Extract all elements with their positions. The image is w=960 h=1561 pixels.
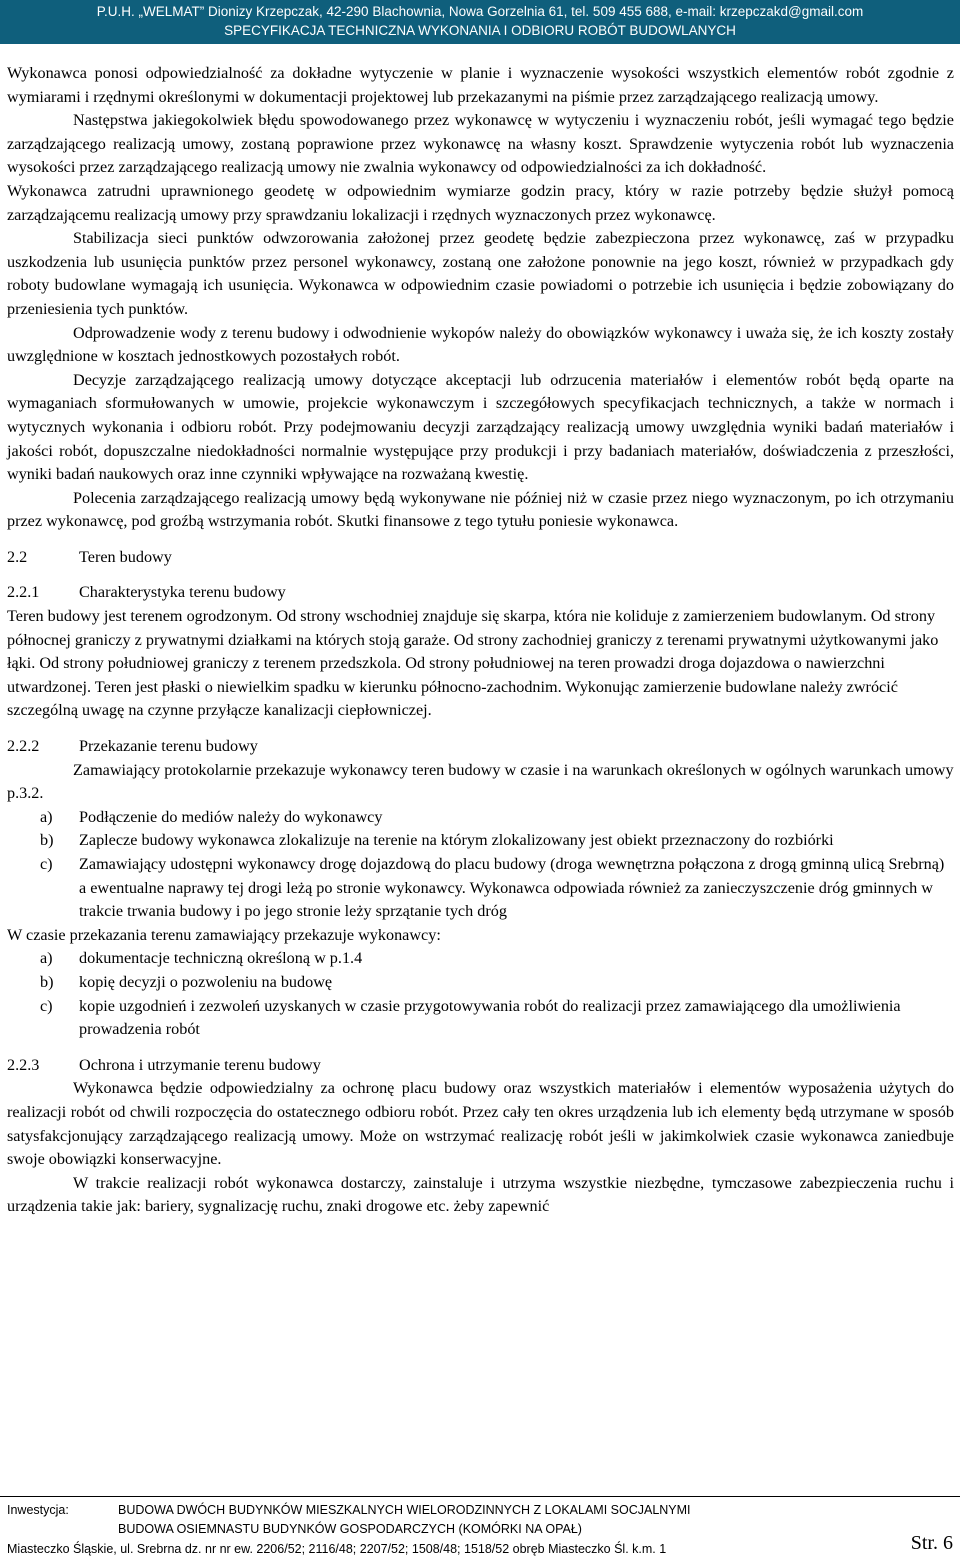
footer-label: Inwestycja: xyxy=(7,1503,69,1517)
paragraph-handover: Zamawiający protokolarnie przekazuje wykonawcy teren budowy w czasie i na warunkach określonych w ogólnych warunkach umowy p.3.2. xyxy=(7,760,954,803)
section-title: Ochrona i utrzymanie terenu budowy xyxy=(79,1055,321,1074)
list-item: c) Zamawiający udostępni wykonawcy drogę dojazdową do placu budowy (droga wewnętrzna połączona z drogą gminną ulicą Srebrną) a ewentualne naprawy tej drogi leżą po stronie wykonawcy. Wykonawca odpowiada również za zanieczyszczenie dróg gminnych w trakcie trwania budowy i po jego stronie leży sprzątanie tych dróg xyxy=(40,855,945,921)
list-item: c) kopie uzgodnień i zezwoleń uzyskanych w czasie przygotowywania robót do realizacji przez zamawiającego dla umożliwienia prowadzenia robót xyxy=(40,996,901,1039)
document-header xyxy=(0,0,960,44)
section-heading-2-2-2 xyxy=(7,735,954,759)
page-number: Str. 6 xyxy=(910,1532,953,1554)
section-heading-2-2-1 xyxy=(7,581,954,605)
section-title: Przekazanie terenu budowy xyxy=(79,737,258,756)
section-number: 2.2.2 xyxy=(7,737,40,756)
paragraph-site-description: Teren budowy jest terenem ogrodzonym. Od strony wschodniej znajduje się skarpa, która nie koliduje z zamierzeniem budowlanym. Od strony północnej graniczy z prywatnymi działkami na których stoją garaże. Od strony zachodniej graniczy z terenami prywatnymi użytkowanymi jako łąki. Od strony południowej graniczy z terenem przedszkola. Od strony południowej na teren prowadzi droga dojazdowa o nawierzchni utwardzonej. Teren jest płaski o niewielkim spadku w kierunku północno-zachodnim. Wykonując zamierzenie budowlane należy zwrócić szczególną uwagę na czynne przyłącze kanalizacji ciepłowniczej. xyxy=(7,607,939,720)
document-body xyxy=(7,62,954,1219)
list-item: b) kopię decyzji o pozwoleniu na budowę xyxy=(40,972,333,991)
list-item: a) dokumentacje techniczną określoną w p.1.4 xyxy=(40,949,363,968)
paragraph-errors: Następstwa jakiegokolwiek błędu spowodowanego przez wykonawcę w wytyczeniu i wyznaczeniu robót, jeśli wymagać tego będzie zarządzającego realizacją umowy, zostaną poprawione przez wykonawcę na własny koszt. Sprawdzenie wytyczenia robót lub wyznaczenia wysokości przez zarządzającego realizacją umowy nie zwalnia wykonawcy od odpowiedzialności za ich dokładność. xyxy=(7,111,954,177)
paragraph-surveyor: Wykonawca zatrudni uprawnionego geodetę w odpowiednim wymiarze godzin pracy, który w razie potrzeby będzie służył pomocą zarządzającemu realizacją umowy przy sprawdzaniu lokalizacji i rzędnych wyznaczonych przez wykonawcę. xyxy=(7,181,954,224)
paragraph-stabilization: Stabilizacja sieci punktów odwzorowania założonej przez geodetę będzie zabezpieczona przez wykonawcę, zaś w przypadku uszkodzenia lub usunięcia punktów przez personel wykonawcy, zostaną one założone ponownie na jego koszt, również w przypadkach gdy roboty budowlane wymagają ich usunięcia. Wykonawca w odpowiednim czasie powiadomi o potrzebie ich usunięcia i będzie zobowiązany do przeniesienia tych punktów. xyxy=(7,229,954,318)
section-title: Charakterystyka terenu budowy xyxy=(79,583,286,602)
paragraph-protection: Wykonawca będzie odpowiedzialny za ochronę placu budowy oraz wszystkich materiałów i elementów wyposażenia użytych do realizacji robót od chwili rozpoczęcia do ostatecznego odbioru robót. Przez cały ten okres urządzenia lub ich elementy będą utrzymane w sposób satysfakcjonujący zarządzającego realizacją umowy. Może on wstrzymać realizację robót jeśli w jakimkolwiek czasie wykonawca zaniedbuje swoje obowiązki konserwacyjne. xyxy=(7,1079,954,1169)
section-title: Teren budowy xyxy=(79,547,172,566)
paragraph-drainage: Odprowadzenie wody z terenu budowy i odwodnienie wykopów należy do obowiązków wykonawcy i uważa się, że ich koszty zostały uwzględnione w kosztach jednostkowych pozostałych robót. xyxy=(7,323,954,366)
section-heading-2-2-3 xyxy=(7,1054,954,1078)
section-number: 2.2 xyxy=(7,547,28,566)
paragraph-orders: Polecenia zarządzającego realizacją umowy będą wykonywane nie później niż w czasie przez niego wyznaczonym, po ich otrzymaniu przez wykonawcę, pod groźbą wstrzymania robót. Skutki finansowe z tego tytułu poniesie wykonawca. xyxy=(7,488,954,531)
footer-location: Miasteczko Śląskie, ul. Srebrna dz. nr nr ew. 2206/52; 2116/48; 2207/52; 1508/48; 1518/52 obręb Miasteczko Śl. k.m. 1 xyxy=(7,1542,667,1556)
paragraph-traffic: W trakcie realizacji robót wykonawca dostarczy, zainstaluje i utrzyma wszystkie niezbędne, tymczasowe zabezpieczenia ruchu i urządzenia takie jak: bariery, sygnalizację ruchu, znaki drogowe etc. żeby zapewnić xyxy=(7,1173,954,1216)
section-number: 2.2.3 xyxy=(7,1055,40,1074)
paragraph-handover-docs: W czasie przekazania terenu zamawiający przekazuje wykonawcy: xyxy=(7,925,441,944)
header-company-line: P.U.H. „WELMAT” Dionizy Krzepczak, 42-290 Blachownia, Nowa Gorzelnia 61, tel. 509 455 688, e-mail: krzepczakd@gmail.com xyxy=(96,4,864,19)
section-number: 2.2.1 xyxy=(7,583,40,602)
footer-investment-line-2: BUDOWA OSIEMNASTU BUDYNKÓW GOSPODARCZYCH (KOMÓRKI NA OPAŁ) xyxy=(118,1522,582,1536)
section-heading-2-2 xyxy=(7,546,954,570)
paragraph-decisions: Decyzje zarządzającego realizacją umowy dotyczące akceptacji lub odrzucenia materiałów i elementów robót będą oparte na wymaganiach sformułowanych w umowie, projekcie wykonawczym i szczegółowych specyfikacjach technicznych, a także w normach i wytycznych wykonania i odbioru robót. Przy podejmowaniu decyzji zarządzający realizacją umowy uwzględnia wyniki badań materiałów i jakości robót, dopuszczalne niedokładności normalnie występujące przy produkcji i przy badaniach materiałów, doświadczenia z przeszłości, wyniki badań naukowych oraz inne czynniki wpływające na rozważaną kwestię. xyxy=(7,370,954,484)
handover-terms-list xyxy=(7,806,954,924)
list-item: b) Zaplecze budowy wykonawca zlokalizuje na terenie na którym zlokalizowany jest obiekt przeznaczony do rozbiórki xyxy=(40,831,834,850)
list-item: a) Podłączenie do mediów należy do wykonawcy xyxy=(40,807,383,826)
footer-investment-line-1: BUDOWA DWÓCH BUDYNKÓW MIESZKALNYCH WIELORODZINNYCH Z LOKALAMI SOCJALNYMI xyxy=(118,1503,691,1517)
handover-docs-list xyxy=(7,947,954,1041)
header-spec-title: SPECYFIKACJA TECHNICZNA WYKONANIA I ODBIORU ROBÓT BUDOWLANYCH xyxy=(224,23,736,38)
document-footer xyxy=(0,1496,960,1561)
paragraph-accuracy: Wykonawca ponosi odpowiedzialność za dokładne wytyczenie w planie i wyznaczenie wysokości wszystkich elementów robót zgodnie z wymiarami i rzędnymi określonymi w dokumentacji projektowej lub przekazanymi na piśmie przez zarządzającego realizacją umowy. xyxy=(7,64,954,106)
